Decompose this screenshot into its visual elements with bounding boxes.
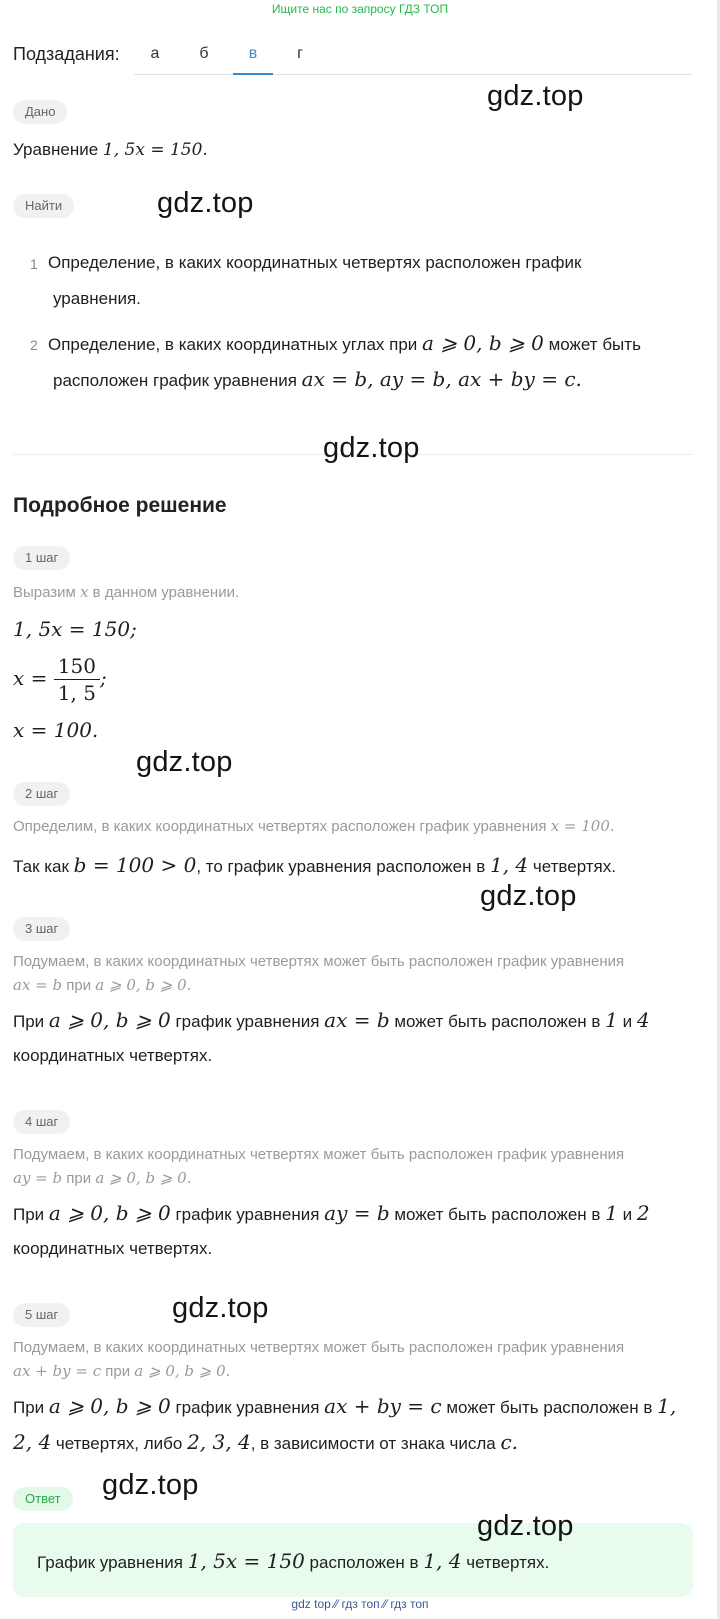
tab-a[interactable]: а [150,45,160,62]
tab-g[interactable]: г [297,45,303,62]
footer-links[interactable]: gdz top ⁄⁄ гдз топ ⁄⁄ гдз топ [291,1597,429,1611]
fraction: $\frac{150}{1, 5}$ [54,653,100,706]
given-badge: Дано [13,100,67,124]
step-4-para-line1: При a ⩾ 0, b ⩾ 0 график уравнения ay = b может быть расположен в 1 и 2 [13,1201,650,1225]
step-1-hint: Выразим x в данном уравнении. [13,583,240,601]
step-3-para-line1: При a ⩾ 0, b ⩾ 0 график уравнения ax = b может быть расположен в 1 и 4 [13,1008,650,1032]
step-1-eq1: 1, 5x = 150; [13,617,137,641]
find-item-1-line2: уравнения. [53,289,141,308]
tab-b[interactable]: б [199,45,209,62]
search-banner: Ищите нас по запросу ГДЗ ТОП [271,2,449,16]
active-tab-indicator [233,73,273,75]
step-4-badge: 4 шаг [13,1110,70,1134]
answer-text: График уравнения 1, 5x = 150 расположен в 1, 4 четвертях. [37,1549,550,1573]
find-item-2-line2: расположен график уравнения ax = b, ay = b, ax + by = c. [53,367,582,391]
step-5-para-line2: 2, 4 четвертях, либо 2, 3, 4, в зависимости от знака числа c. [13,1430,519,1454]
step-5-hint-line2: ax + by = c при a ⩾ 0, b ⩾ 0. [13,1362,231,1380]
step-3-hint-line2: ax = b при a ⩾ 0, b ⩾ 0. [13,976,192,994]
given-text: Уравнение 1, 5x = 150. [13,140,208,160]
step-1-badge: 1 шаг [13,546,70,570]
watermark: gdz.top [157,187,254,219]
step-4-para-line2: координатных четвертях. [13,1239,213,1258]
find-item-2-line1: Определение, в каких координатных углах при a ⩾ 0, b ⩾ 0 может быть [48,331,641,355]
tabs-divider [134,74,692,75]
list-number: 2 [30,337,38,353]
watermark: gdz.top [136,746,233,778]
step-2-hint: Определим, в каких координатных четвертях расположен график уравнения x = 100. [13,817,615,835]
step-5-badge: 5 шаг [13,1303,70,1327]
find-badge: Найти [13,194,74,218]
step-3-para-line2: координатных четвертях. [13,1046,213,1065]
step-4-hint: Подумаем, в каких координатных четвертях может быть расположен график уравнения [13,1146,625,1163]
list-number: 1 [30,256,38,272]
watermark: gdz.top [487,80,584,112]
watermark: gdz.top [172,1292,269,1324]
step-2-badge: 2 шаг [13,782,70,806]
subtasks-label: Подзадания: [13,44,120,64]
step-1-eq2: x = $\frac{150}{1, 5}$ ; [13,654,107,705]
answer-badge: Ответ [13,1487,73,1511]
watermark: gdz.top [477,1510,574,1542]
step-4-hint-line2: ay = b при a ⩾ 0, b ⩾ 0. [13,1169,192,1187]
step-5-hint: Подумаем, в каких координатных четвертях может быть расположен график уравнения [13,1339,625,1356]
step-5-para-line1: При a ⩾ 0, b ⩾ 0 график уравнения ax + by = c может быть расположен в 1, [13,1394,677,1418]
step-3-badge: 3 шаг [13,917,70,941]
step-2-text: Так как b = 100 > 0, то график уравнения расположен в 1, 4 четвертях. [13,853,616,877]
watermark: gdz.top [480,880,577,912]
tab-v[interactable]: в [248,45,258,62]
find-item-1-line1: Определение, в каких координатных четвертях расположен график [48,253,582,272]
solution-title: Подробное решение [13,494,227,517]
watermark: gdz.top [102,1469,199,1501]
watermark: gdz.top [323,432,420,464]
step-3-hint: Подумаем, в каких координатных четвертях может быть расположен график уравнения [13,953,625,970]
step-1-eq3: x = 100. [13,718,99,742]
